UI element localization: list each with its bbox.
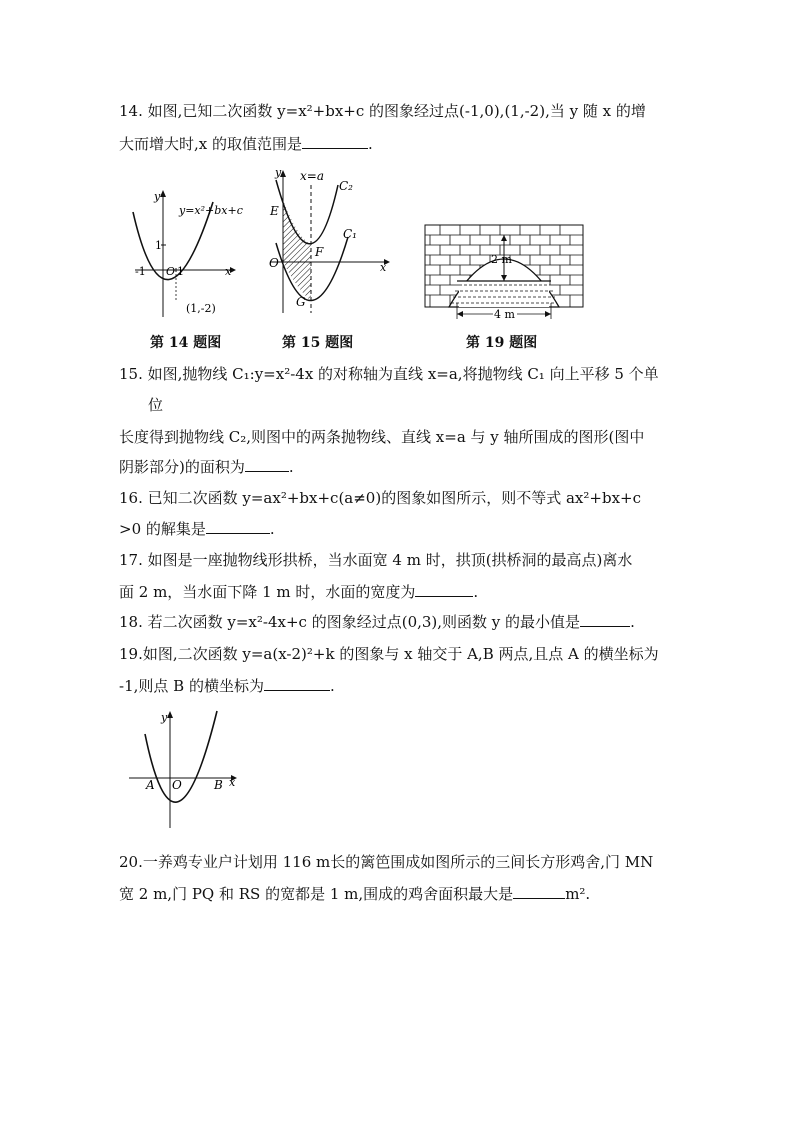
answer-blank xyxy=(415,582,473,597)
q16-line2 xyxy=(119,519,275,539)
label-point: (1,-2) xyxy=(186,302,216,315)
q16-line1: 16. 已知二次函数 y=ax²+bx+c(a≠0)的图象如图所示，则不等式 ax²+bx+c xyxy=(119,489,641,507)
q20-text: 宽 2 m,门 PQ 和 RS 的宽都是 1 m,围成的鸡舍面积最大是 xyxy=(119,885,514,903)
label-y: y xyxy=(154,190,161,203)
answer-blank xyxy=(245,457,289,472)
label-origin: O xyxy=(166,265,176,278)
label-xa: x=a xyxy=(300,169,324,183)
label-y: y xyxy=(275,166,282,179)
q15-line4 xyxy=(119,457,294,477)
label-g: G xyxy=(296,295,306,309)
q15-text: 阴影部分)的面积为 xyxy=(119,458,245,476)
label-width: 4 m xyxy=(494,308,515,321)
q15-end: . xyxy=(288,458,294,476)
q20-line1: 20.一养鸡专业户计划用 116 m长的篱笆围成如图所示的三间长方形鸡舍,门 MN xyxy=(119,853,654,871)
q18-text: 18. 若二次函数 y=x²-4x+c 的图象经过点(0,3),则函数 y 的最小值是 xyxy=(119,613,581,631)
width-arrow-left xyxy=(457,311,463,317)
label-c1: C₁ xyxy=(343,227,357,241)
q14-line1: 14. 如图,已知二次函数 y=x²+bx+c 的图象经过点(-1,0),(1,-2),当 y 随 x 的增 xyxy=(119,102,646,120)
answer-blank xyxy=(513,884,565,899)
q15-line2: 位 xyxy=(148,396,164,414)
label-y: y xyxy=(161,711,168,724)
label-c2: C₂ xyxy=(339,179,353,193)
y-arrow xyxy=(160,190,166,197)
q18-end: . xyxy=(630,613,635,631)
label-x: x xyxy=(225,265,232,278)
label-o: O xyxy=(172,778,182,792)
q18-line1 xyxy=(119,612,635,632)
label-one-x: 1 xyxy=(177,265,184,278)
label-a: A xyxy=(146,778,155,792)
figure-15 xyxy=(266,165,396,315)
y-arrow xyxy=(167,711,173,718)
figure-14 xyxy=(125,182,255,322)
q19-end: . xyxy=(329,677,335,695)
label-o: O xyxy=(269,256,279,270)
caption-15: 第 15 题图 xyxy=(282,335,354,351)
caption-14: 第 14 题图 xyxy=(150,335,222,351)
label-f: F xyxy=(315,245,324,259)
answer-blank xyxy=(264,676,330,691)
q16-end: . xyxy=(269,520,275,538)
label-height: 2 m xyxy=(491,253,512,266)
q17-end: . xyxy=(473,583,479,601)
label-x: x xyxy=(380,261,387,274)
figure-19-bridge xyxy=(425,225,585,325)
caption-19: 第 19 题图 xyxy=(466,335,538,351)
q15-line3: 长度得到抛物线 C₂,则图中的两条抛物线、直线 x=a 与 y 轴所围成的图形(图中 xyxy=(119,428,645,446)
label-eq: y=x²+bx+c xyxy=(179,204,243,217)
q19-text: -1,则点 B 的横坐标为 xyxy=(119,677,264,695)
q19-line2 xyxy=(119,676,335,696)
label-b: B xyxy=(214,778,223,792)
label-x: x xyxy=(229,776,236,789)
figure-19-graph xyxy=(125,706,245,831)
q14-line2 xyxy=(119,134,373,154)
label-one-y: 1 xyxy=(155,239,162,252)
q19-line1: 19.如图,二次函数 y=a(x-2)²+k 的图象与 x 轴交于 A,B 两点,且点 A 的横坐标为 xyxy=(119,645,659,663)
label-neg1: -1 xyxy=(135,265,146,278)
answer-blank xyxy=(302,134,368,149)
q14-end: . xyxy=(368,135,373,153)
q20-line2 xyxy=(119,884,590,904)
q14-text: 大而增大时,x 的取值范围是 xyxy=(119,135,302,153)
label-e: E xyxy=(270,204,279,218)
q17-line1: 17. 如图是一座抛物线形拱桥，当水面宽 4 m 时，拱顶(拱桥洞的最高点)离水 xyxy=(119,551,633,569)
q17-line2 xyxy=(119,582,478,602)
answer-blank xyxy=(206,519,270,534)
q16-text: >0 的解集是 xyxy=(119,520,206,538)
q17-text: 面 2 m，当水面下降 1 m 时，水面的宽度为 xyxy=(119,583,416,601)
q15-line1: 15. 如图,抛物线 C₁:y=x²-4x 的对称轴为直线 x=a,将抛物线 C₁ 向上平移 5 个单 xyxy=(119,365,659,383)
width-arrow-right xyxy=(545,311,551,317)
answer-blank xyxy=(580,612,630,627)
q20-unit: m². xyxy=(565,885,591,903)
